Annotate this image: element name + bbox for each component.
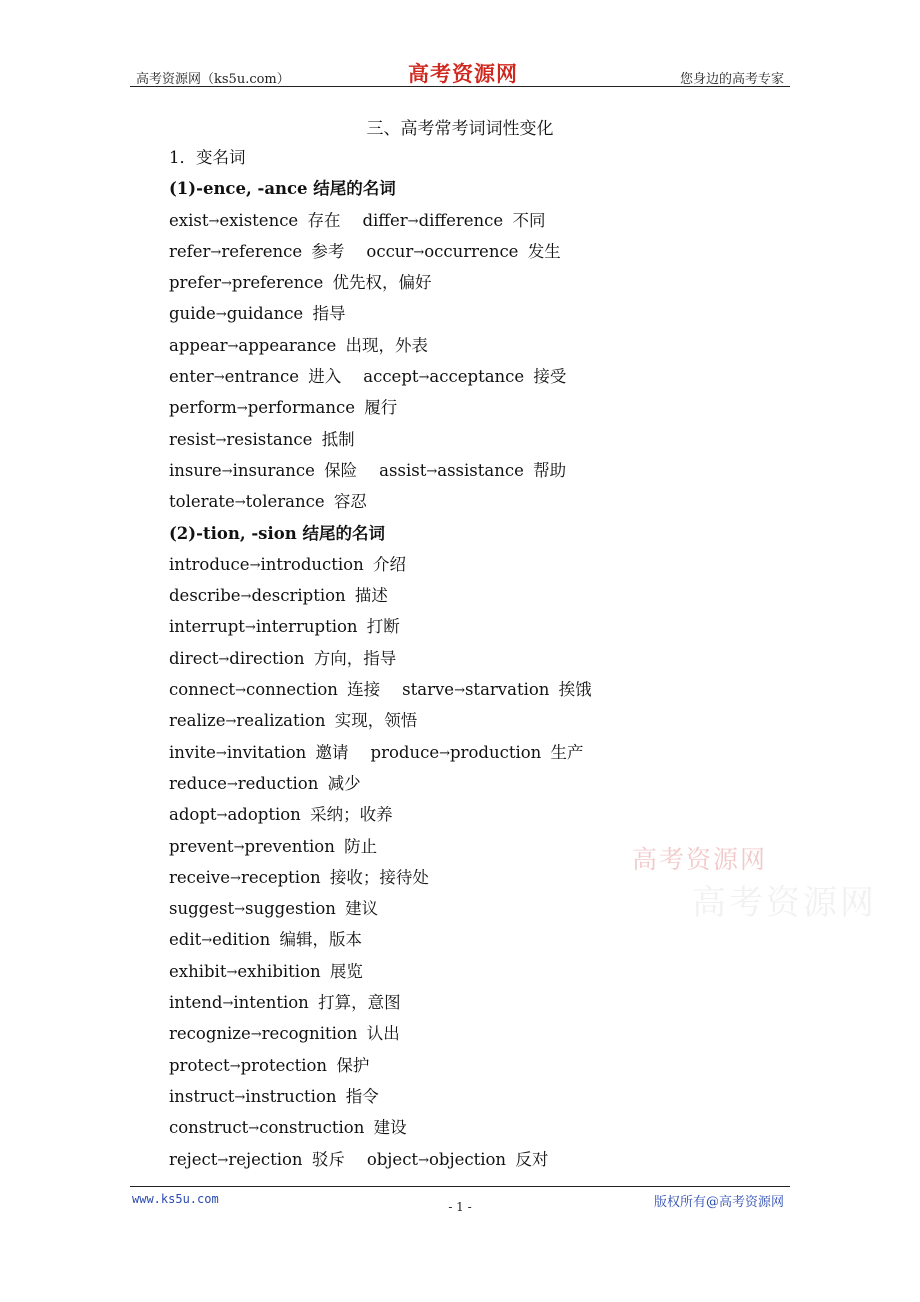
word-line [169, 549, 769, 580]
derived-word: interruption [255, 617, 358, 637]
word-meaning: 帮助 [533, 460, 567, 480]
base-word: edit [169, 930, 202, 950]
word-line [169, 705, 769, 736]
word-line [169, 643, 769, 674]
derived-word: reference [221, 241, 303, 261]
footer-copyright: 版权所有@高考资源网 [653, 1195, 784, 1210]
word-meaning: 接受 [533, 367, 567, 387]
word-line [169, 267, 769, 298]
word-line [169, 924, 769, 955]
base-word: connect [169, 680, 236, 700]
base-word: protect [169, 1055, 230, 1075]
arrow-icon: → [454, 683, 465, 699]
base-word: prefer [169, 273, 221, 293]
arrow-icon: → [234, 902, 245, 918]
arrow-icon: → [249, 557, 261, 573]
base-word: construct [169, 1118, 249, 1138]
word-meaning: 建议 [345, 899, 379, 919]
derived-word: intention [233, 993, 309, 1013]
derived-word: appearance [238, 335, 337, 355]
base-word: exist [169, 210, 209, 230]
word-meaning: 进入 [308, 367, 342, 387]
base-word: realize [169, 711, 226, 731]
page-header [130, 58, 790, 88]
word-line [169, 580, 769, 611]
word-line [169, 1081, 769, 1112]
vocabulary-list [169, 142, 769, 1175]
derived-word: reception [240, 867, 321, 887]
arrow-icon: → [407, 213, 419, 229]
word-line [169, 987, 769, 1018]
base-word: accept [363, 367, 419, 387]
word-meaning: 采纳；收养 [310, 805, 393, 825]
watermark-gray: 高考资源网 [692, 883, 877, 923]
derived-word: invitation [226, 742, 307, 762]
word-meaning: 保护 [336, 1055, 370, 1075]
word-meaning: 打算，意图 [318, 993, 401, 1013]
word-meaning: 方向，指导 [313, 648, 397, 668]
derived-word: production [450, 742, 542, 762]
arrow-icon: → [418, 1152, 429, 1168]
arrow-icon: → [215, 745, 227, 761]
derived-word: recognition [261, 1024, 358, 1044]
derived-word: construction [259, 1118, 365, 1138]
word-meaning: 接收；接待处 [329, 867, 429, 887]
word-meaning: 存在 [307, 210, 341, 230]
word-line [169, 1112, 769, 1143]
word-line [169, 330, 769, 361]
base-word: introduce [169, 554, 250, 574]
derived-word: resistance [226, 429, 313, 449]
arrow-icon: → [230, 870, 241, 886]
derived-word: suggestion [245, 899, 336, 919]
base-word: interrupt [169, 617, 245, 637]
base-word: produce [370, 742, 440, 762]
word-line [169, 737, 769, 768]
derived-word: adoption [227, 805, 301, 825]
header-divider [130, 86, 790, 87]
derived-word: objection [428, 1149, 507, 1169]
word-meaning: 抵制 [321, 429, 355, 449]
derived-word: entrance [224, 367, 299, 387]
word-meaning: 指导 [312, 304, 346, 324]
word-line [169, 424, 769, 455]
derived-word: realization [236, 711, 326, 731]
base-word: differ [362, 210, 408, 230]
word-meaning: 描述 [354, 586, 388, 606]
word-line [169, 205, 769, 236]
base-word: perform [169, 398, 237, 418]
word-line [169, 799, 769, 830]
arrow-icon: → [439, 745, 450, 761]
base-word: prevent [169, 836, 234, 856]
arrow-icon: → [215, 432, 227, 448]
arrow-icon: → [413, 244, 425, 260]
arrow-icon: → [227, 338, 239, 354]
header-logo: 高考资源网 [408, 61, 518, 86]
word-meaning: 实现，领悟 [334, 711, 418, 731]
word-line [169, 768, 769, 799]
watermark-red: 高考资源网 [632, 845, 768, 874]
base-word: receive [169, 867, 231, 887]
arrow-icon: → [221, 463, 233, 479]
base-word: guide [169, 304, 216, 324]
word-meaning: 指令 [345, 1086, 379, 1106]
word-meaning: 介绍 [372, 554, 406, 574]
word-meaning: 参考 [311, 241, 345, 261]
derived-word: direction [229, 648, 305, 668]
derived-word: description [251, 586, 346, 606]
derived-word: difference [418, 210, 504, 230]
base-word: starve [402, 680, 455, 700]
word-meaning: 邀请 [315, 742, 349, 762]
word-meaning: 建设 [373, 1118, 407, 1138]
word-meaning: 连接 [347, 680, 381, 700]
arrow-icon: → [250, 1027, 262, 1043]
word-meaning: 优先权，偏好 [332, 273, 432, 293]
arrow-icon: → [210, 244, 222, 260]
base-word: exhibit [169, 961, 227, 981]
page-title: 三、高考常考词词性变化 [366, 119, 554, 139]
word-line [169, 611, 769, 642]
arrow-icon: → [220, 276, 232, 292]
arrow-icon: → [248, 1121, 260, 1137]
word-line [169, 455, 769, 486]
derived-word: performance [247, 398, 355, 418]
derived-word: rejection [228, 1149, 303, 1169]
word-line [169, 392, 769, 423]
footer-site-link[interactable]: www.ks5u.com [132, 1192, 219, 1206]
base-word: insure [169, 460, 222, 480]
word-meaning: 反对 [515, 1149, 549, 1169]
word-line [169, 486, 769, 517]
derived-word: tolerance [245, 492, 325, 512]
base-word: reject [169, 1149, 218, 1169]
word-meaning: 保险 [324, 460, 358, 480]
arrow-icon: → [235, 683, 246, 699]
derived-word: introduction [260, 554, 364, 574]
base-word: direct [169, 648, 219, 668]
derived-word: occurrence [424, 241, 519, 261]
base-word: suggest [169, 899, 235, 919]
section-heading: (1)-ence, -ance 结尾的名词 [169, 179, 396, 199]
derived-word: guidance [226, 304, 304, 324]
word-line [169, 1144, 769, 1175]
word-meaning: 减少 [327, 773, 361, 793]
word-meaning: 生产 [550, 742, 584, 762]
base-word: intend [169, 993, 223, 1013]
footer-divider [130, 1186, 790, 1187]
word-meaning: 打断 [366, 617, 400, 637]
base-word: assist [379, 460, 427, 480]
derived-word: reduction [237, 773, 319, 793]
arrow-icon: → [216, 808, 228, 824]
word-line [169, 298, 769, 329]
word-line [169, 674, 769, 705]
word-line [169, 1018, 769, 1049]
arrow-icon: → [236, 401, 248, 417]
derived-word: prevention [244, 836, 335, 856]
base-word: describe [169, 586, 241, 606]
base-word: invite [169, 742, 216, 762]
derived-word: edition [212, 930, 271, 950]
header-slogan: 您身边的高考专家 [679, 72, 784, 87]
arrow-icon: → [201, 933, 213, 949]
section-heading: (2)-tion, -sion 结尾的名词 [169, 523, 385, 543]
arrow-icon: → [225, 714, 237, 730]
arrow-icon: → [244, 620, 256, 636]
derived-word: exhibition [237, 961, 321, 981]
arrow-icon: → [234, 495, 246, 511]
base-word: occur [366, 241, 414, 261]
base-word: appear [169, 335, 228, 355]
arrow-icon: → [234, 1089, 246, 1105]
arrow-icon: → [229, 1058, 241, 1074]
arrow-icon: → [222, 996, 234, 1012]
base-word: refer [169, 241, 211, 261]
arrow-icon: → [426, 463, 438, 479]
base-word: adopt [169, 805, 217, 825]
header-site-name: 高考资源网（ks5u.com） [136, 72, 290, 87]
word-meaning: 驳斥 [311, 1149, 345, 1169]
arrow-icon: → [233, 839, 245, 855]
word-meaning: 发生 [527, 241, 561, 261]
base-word: tolerate [169, 492, 235, 512]
derived-word: existence [219, 210, 299, 230]
derived-word: protection [240, 1055, 328, 1075]
word-meaning: 编辑，版本 [279, 930, 362, 950]
arrow-icon: → [213, 370, 225, 386]
derived-word: acceptance [429, 367, 525, 387]
arrow-icon: → [418, 370, 430, 386]
arrow-icon: → [217, 1152, 229, 1168]
base-word: object [366, 1149, 419, 1169]
word-line [169, 893, 769, 924]
arrow-icon: → [226, 964, 238, 980]
word-line [169, 236, 769, 267]
word-meaning: 履行 [364, 398, 398, 418]
category-heading: 1．变名词 [169, 148, 246, 167]
arrow-icon: → [226, 776, 238, 792]
derived-word: instruction [245, 1086, 337, 1106]
derived-word: starvation [464, 680, 550, 700]
derived-word: connection [245, 680, 338, 700]
word-line [169, 361, 769, 392]
derived-word: assistance [437, 460, 524, 480]
base-word: recognize [169, 1024, 251, 1044]
arrow-icon: → [215, 307, 227, 323]
word-meaning: 认出 [366, 1024, 400, 1044]
base-word: instruct [169, 1086, 235, 1106]
derived-word: preference [231, 273, 324, 293]
word-meaning: 挨饿 [558, 680, 592, 700]
word-meaning: 不同 [512, 210, 546, 230]
word-meaning: 容忍 [333, 492, 367, 512]
word-meaning: 出现，外表 [345, 335, 429, 355]
word-line [169, 956, 769, 987]
base-word: resist [169, 429, 216, 449]
word-line [169, 1050, 769, 1081]
word-meaning: 展览 [329, 961, 363, 981]
arrow-icon: → [208, 213, 220, 229]
base-word: reduce [169, 773, 227, 793]
arrow-icon: → [240, 589, 252, 605]
word-meaning: 防止 [344, 836, 378, 856]
page-number: - 1 - [448, 1200, 472, 1214]
arrow-icon: → [218, 651, 230, 667]
derived-word: insurance [232, 460, 315, 480]
base-word: enter [169, 367, 214, 387]
